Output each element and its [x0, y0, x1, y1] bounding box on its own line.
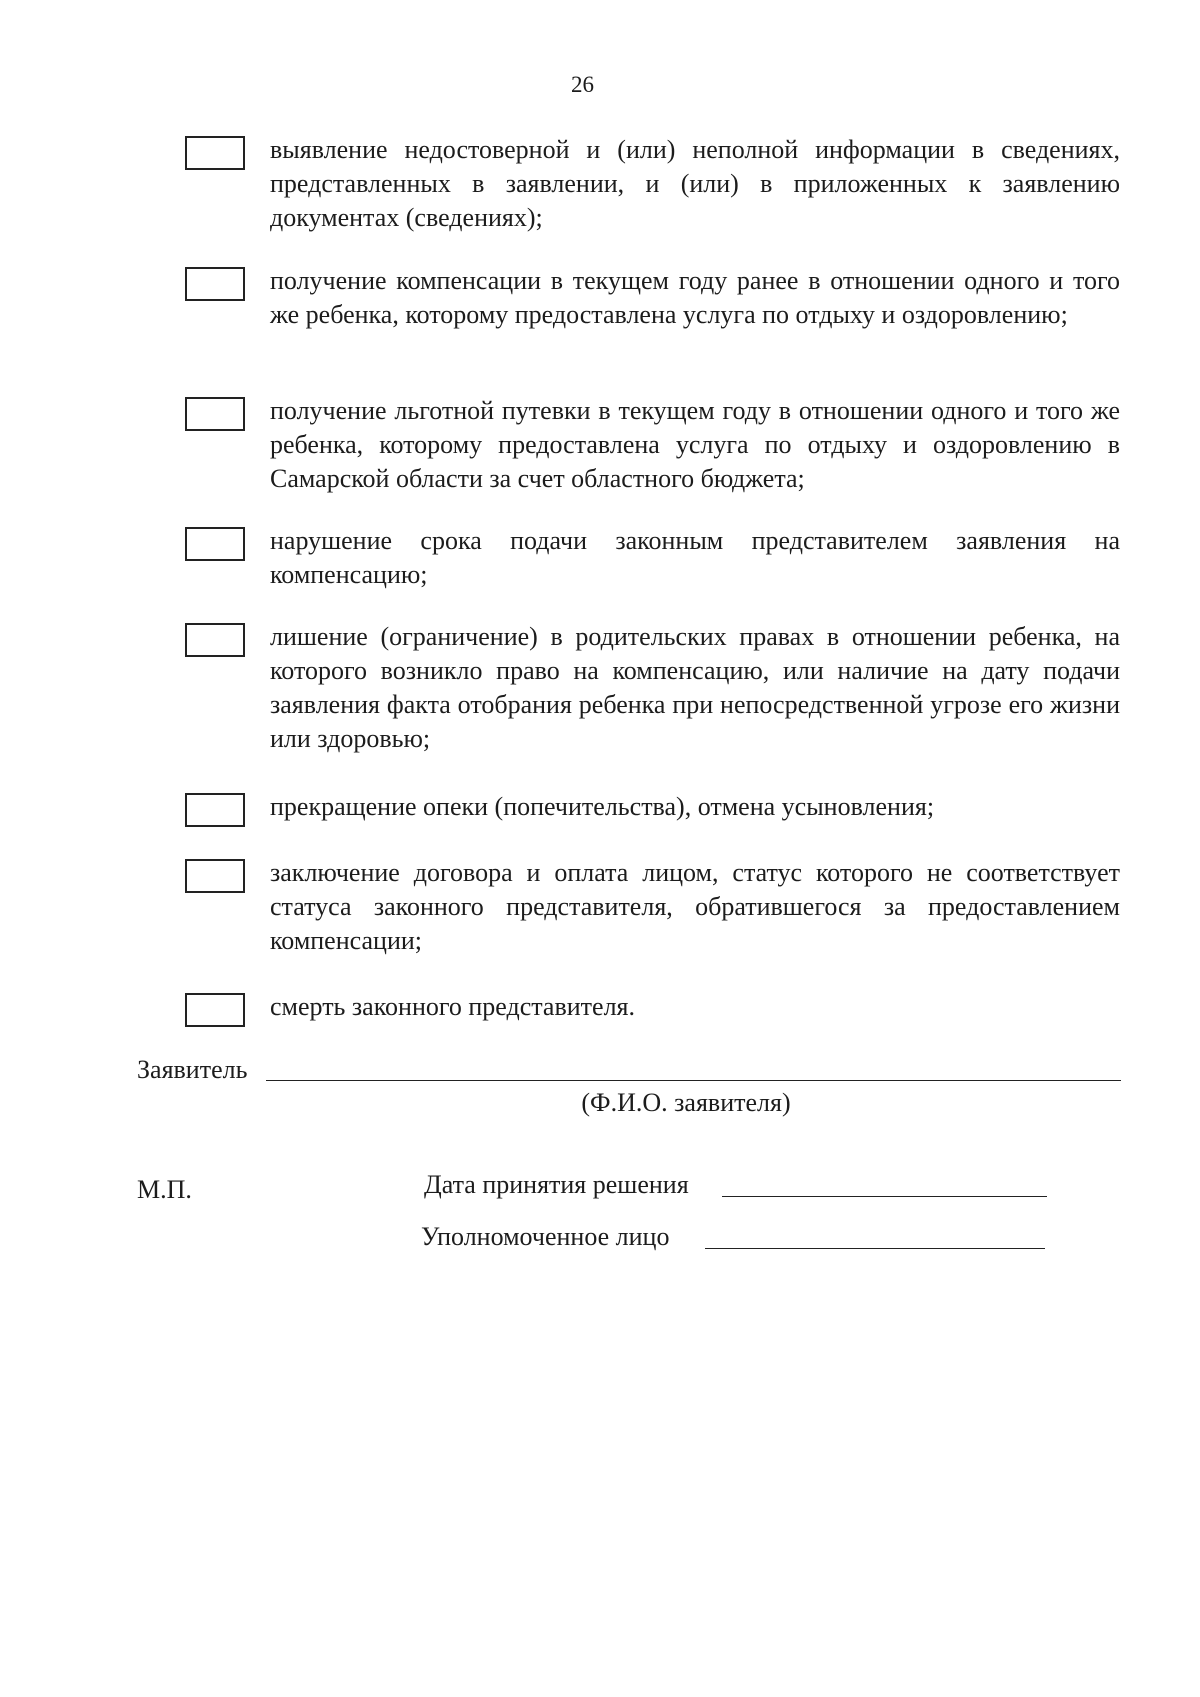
reason-checkbox-6[interactable] [185, 793, 245, 827]
reason-checkbox-5[interactable] [185, 623, 245, 657]
reason-checkbox-3[interactable] [185, 397, 245, 431]
applicant-signature-line[interactable] [266, 1080, 1121, 1081]
authorized-person-line[interactable] [705, 1248, 1045, 1249]
reason-item-1 [185, 133, 1120, 235]
reason-text-5: лишение (ограничение) в родительских правах в отношении ребенка, на которого возникло право на компенсацию, или наличие на дату подачи заявления факта отобрания ребенка при непосредственной угрозе его жизни или здоровью; [270, 622, 1120, 753]
reason-item-6 [185, 790, 1120, 827]
decision-date-line[interactable] [722, 1196, 1047, 1197]
reason-item-2 [185, 264, 1120, 332]
reason-item-3 [185, 394, 1120, 496]
decision-date-label: Дата принятия решения [424, 1170, 689, 1199]
stamp-label: М.П. [137, 1175, 192, 1204]
reason-item-5 [185, 620, 1120, 756]
reason-text-2: получение компенсации в текущем году ранее в отношении одного и того же ребенка, которому предоставлена услуга по отдыху и оздоровлению; [270, 266, 1120, 329]
applicant-label: Заявитель [137, 1055, 248, 1084]
reason-checkbox-2[interactable] [185, 267, 245, 301]
authorized-person-label: Уполномоченное лицо [421, 1222, 670, 1251]
reason-checkbox-7[interactable] [185, 859, 245, 893]
reason-checkbox-1[interactable] [185, 136, 245, 170]
reason-checkbox-8[interactable] [185, 993, 245, 1027]
reason-text-3: получение льготной путевки в текущем году в отношении одного и того же ребенка, которому предоставлена услуга по отдыху и оздоровлению в Самарской области за счет областного бюджета; [270, 396, 1120, 493]
reason-item-7 [185, 856, 1120, 958]
page-number: 26 [571, 72, 594, 97]
reason-text-6: прекращение опеки (попечительства), отмена усыновления; [270, 792, 935, 821]
reason-item-8 [185, 990, 1120, 1027]
reason-text-8: смерть законного представителя. [270, 992, 636, 1021]
reason-text-1: выявление недостоверной и (или) неполной информации в сведениях, представленных в заявлении, и (или) в приложенных к заявлению документах (сведениях); [270, 135, 1120, 232]
reason-checkbox-4[interactable] [185, 527, 245, 561]
reason-text-4: нарушение срока подачи законным представителем заявления на компенсацию; [270, 526, 1120, 589]
reason-item-4 [185, 524, 1120, 592]
reason-text-7: заключение договора и оплата лицом, статус которого не соответствует статуса законного представителя, обратившегося за предоставлением компенсации; [270, 858, 1120, 955]
applicant-caption: (Ф.И.О. заявителя) [581, 1088, 791, 1117]
